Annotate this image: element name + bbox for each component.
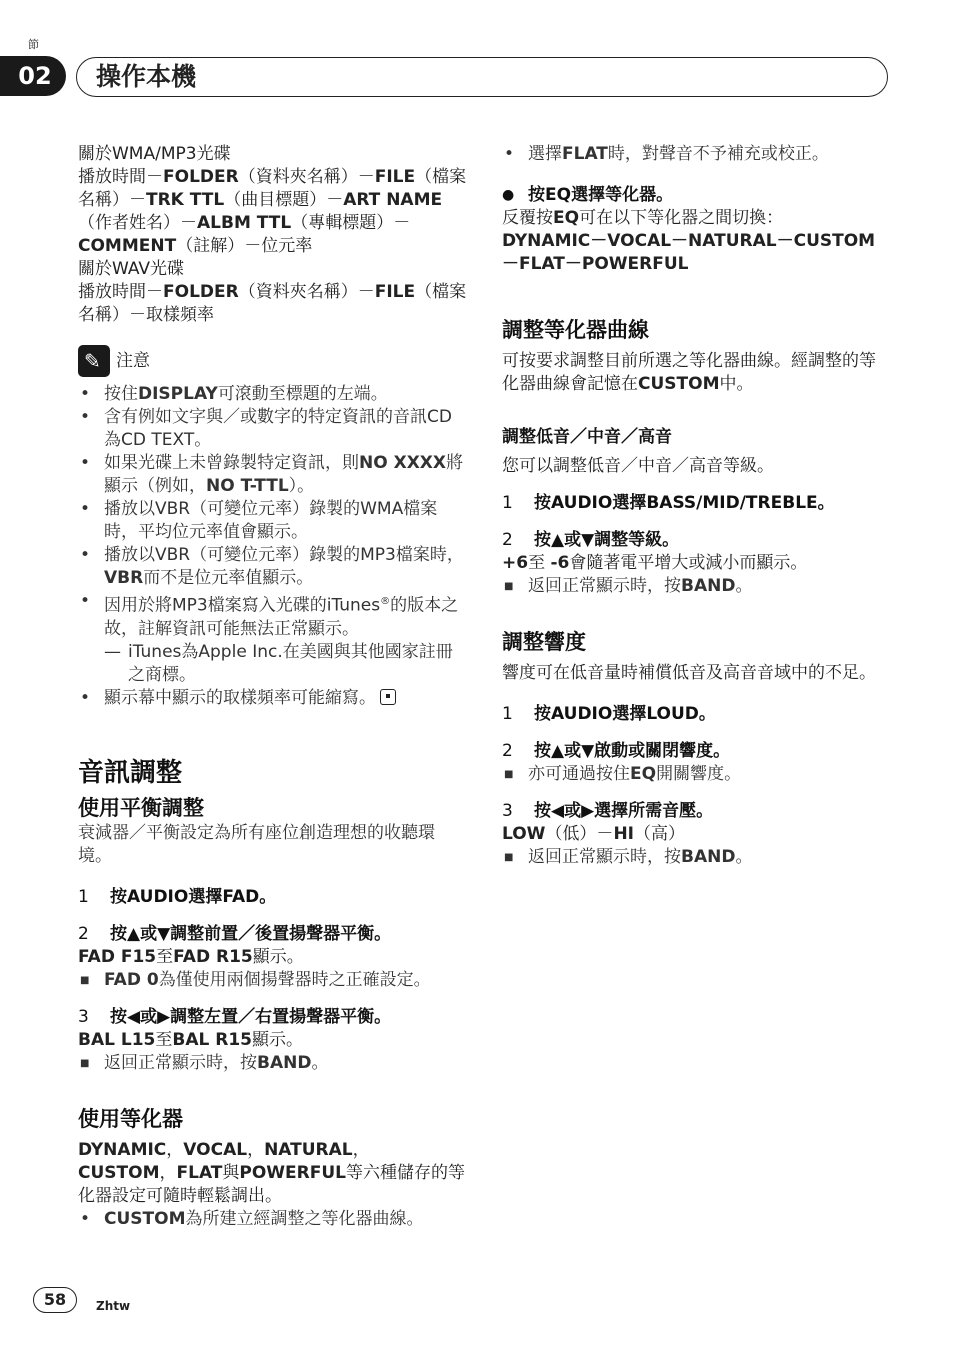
wma-heading: 關於WMA/MP3光碟 [78,144,231,164]
fad-range: FAD F15至FAD R15顯示。 [78,946,304,967]
bal-range: BAL L15至BAL R15顯示。 [78,1029,303,1050]
tone-step-1: 1 按AUDIO選擇BASS/MID/TREBLE。 [502,493,835,513]
eq-cycle-desc: 反覆按EQ可在以下等化器之間切換： [502,208,784,228]
audio-adjust-title: 音訊調整 [78,757,183,788]
list-item: • 含有例如文字與／或數字的特定資訊的音訊CD為CD TEXT。 [78,406,468,452]
eq-step: ● 按EQ選擇等化器。 [502,184,892,207]
equalizer-title: 使用等化器 [78,1106,183,1131]
list-item: • 因用於將MP3檔案寫入光碟的iTunes®的版本之故，註解資訊可能無法正常顯示。 [78,590,468,641]
list-item: • 播放以VBR（可變位元率）錄製的MP3檔案時，VBR而不是位元率值顯示。 [78,544,468,590]
title-frame [76,57,888,97]
list-item: • CUSTOM為所建立經調整之等化器曲線。 [78,1208,468,1231]
pencil-note-icon [78,345,110,377]
loud-step-2: 2 按▲或▼啟動或關閉響度。 [502,741,731,761]
list-item: • 播放以VBR（可變位元率）錄製的WMA檔案時，平均位元率值會顯示。 [78,498,468,544]
loud-step-1: 1 按AUDIO選擇LOUD。 [502,704,716,724]
list-item: • 顯示幕中顯示的取樣頻率可能縮寫。 [78,687,468,710]
loudness-title: 調整響度 [502,630,586,654]
right-column [502,143,892,869]
left-column [78,143,468,1231]
wav-heading: 關於WAV光碟 [78,259,185,279]
end-mark-icon [380,689,396,705]
page-number: 58 [33,1287,77,1313]
balance-step-3: 3 按◀或▶調整左置／右置揚聲器平衡。 [78,1006,392,1027]
section-label: 節 [28,38,39,51]
balance-title: 使用平衡調整 [78,795,204,820]
tone-range: +6至 -6會隨著電平增大或減小而顯示。 [502,553,808,573]
balance-step-1: 1 按AUDIO選擇FAD。 [78,886,277,907]
list-item: ■ 返回正常顯示時，按BAND。 [78,1052,468,1075]
list-item: • 按住DISPLAY可滾動至標題的左端。 [78,383,468,406]
note-header [78,345,468,377]
eq-curve-title: 調整等化器曲線 [502,318,649,342]
balance-step-2: 2 按▲或▼調整前置／後置揚聲器平衡。 [78,923,392,944]
note-list [78,383,468,641]
list-item: ■ 返回正常顯示時，按BAND。 [502,575,892,598]
eq-curve-desc: 可按要求調整目前所選之等化器曲線。經調整的等化器曲線會記憶在CUSTOM中。 [502,351,876,394]
list-item: ■ 返回正常顯示時，按BAND。 [502,846,892,869]
list-item: • 選擇FLAT時，對聲音不予補充或校正。 [502,143,892,166]
equalizer-desc: DYNAMIC，VOCAL，NATURAL， CUSTOM，FLAT與POWERFUL等六種儲存的等化器設定可隨時輕鬆調出。 [78,1139,466,1206]
section-number-tab: 02 [0,56,66,96]
language-code: Zhtw [96,1299,131,1313]
balance-desc: 衰減器／平衡設定為所有座位創造理想的收聽環境。 [78,822,435,866]
note-label: 注意 [116,350,150,371]
list-item: ■ FAD 0為僅使用兩個揚聲器時之正確設定。 [78,969,468,992]
loud-step-3: 3 按◀或▶選擇所需音壓。 [502,801,714,821]
list-item: • 如果光碟上未曾錄製特定資訊，則NO XXXX將顯示（例如，NO T-TTL）。 [78,452,468,498]
tone-title: 調整低音／中音／高音 [502,427,672,447]
wav-display-order: 播放時間－FOLDER（資料夾名稱）－FILE（檔案名稱）－取樣頻率 [78,282,467,325]
loud-range: LOW（低）－HI（高） [502,824,685,844]
eq-cycle-list: DYNAMIC－VOCAL－NATURAL－CUSTOM－FLAT－POWERFUL [502,231,876,274]
loudness-desc: 響度可在低音量時補償低音及高音音域中的不足。 [502,663,876,683]
wma-display-order: 播放時間－FOLDER（資料夾名稱）－FILE（檔案名稱）－TRK TTL（曲目標題）－ART NAME（作者姓名）－ALBM TTL（專輯標題）－COMMENT（註解）－位元率 [78,167,467,256]
trademark-note: — iTunes為Apple Inc.在美國與其他國家註冊之商標。 [78,641,468,687]
page-title: 操作本機 [96,62,197,91]
list-item: ■ 亦可通過按住EQ開關響度。 [502,763,892,786]
tone-desc: 您可以調整低音／中音／高音等級。 [502,456,774,476]
tone-step-2: 2 按▲或▼調整等級。 [502,530,680,550]
